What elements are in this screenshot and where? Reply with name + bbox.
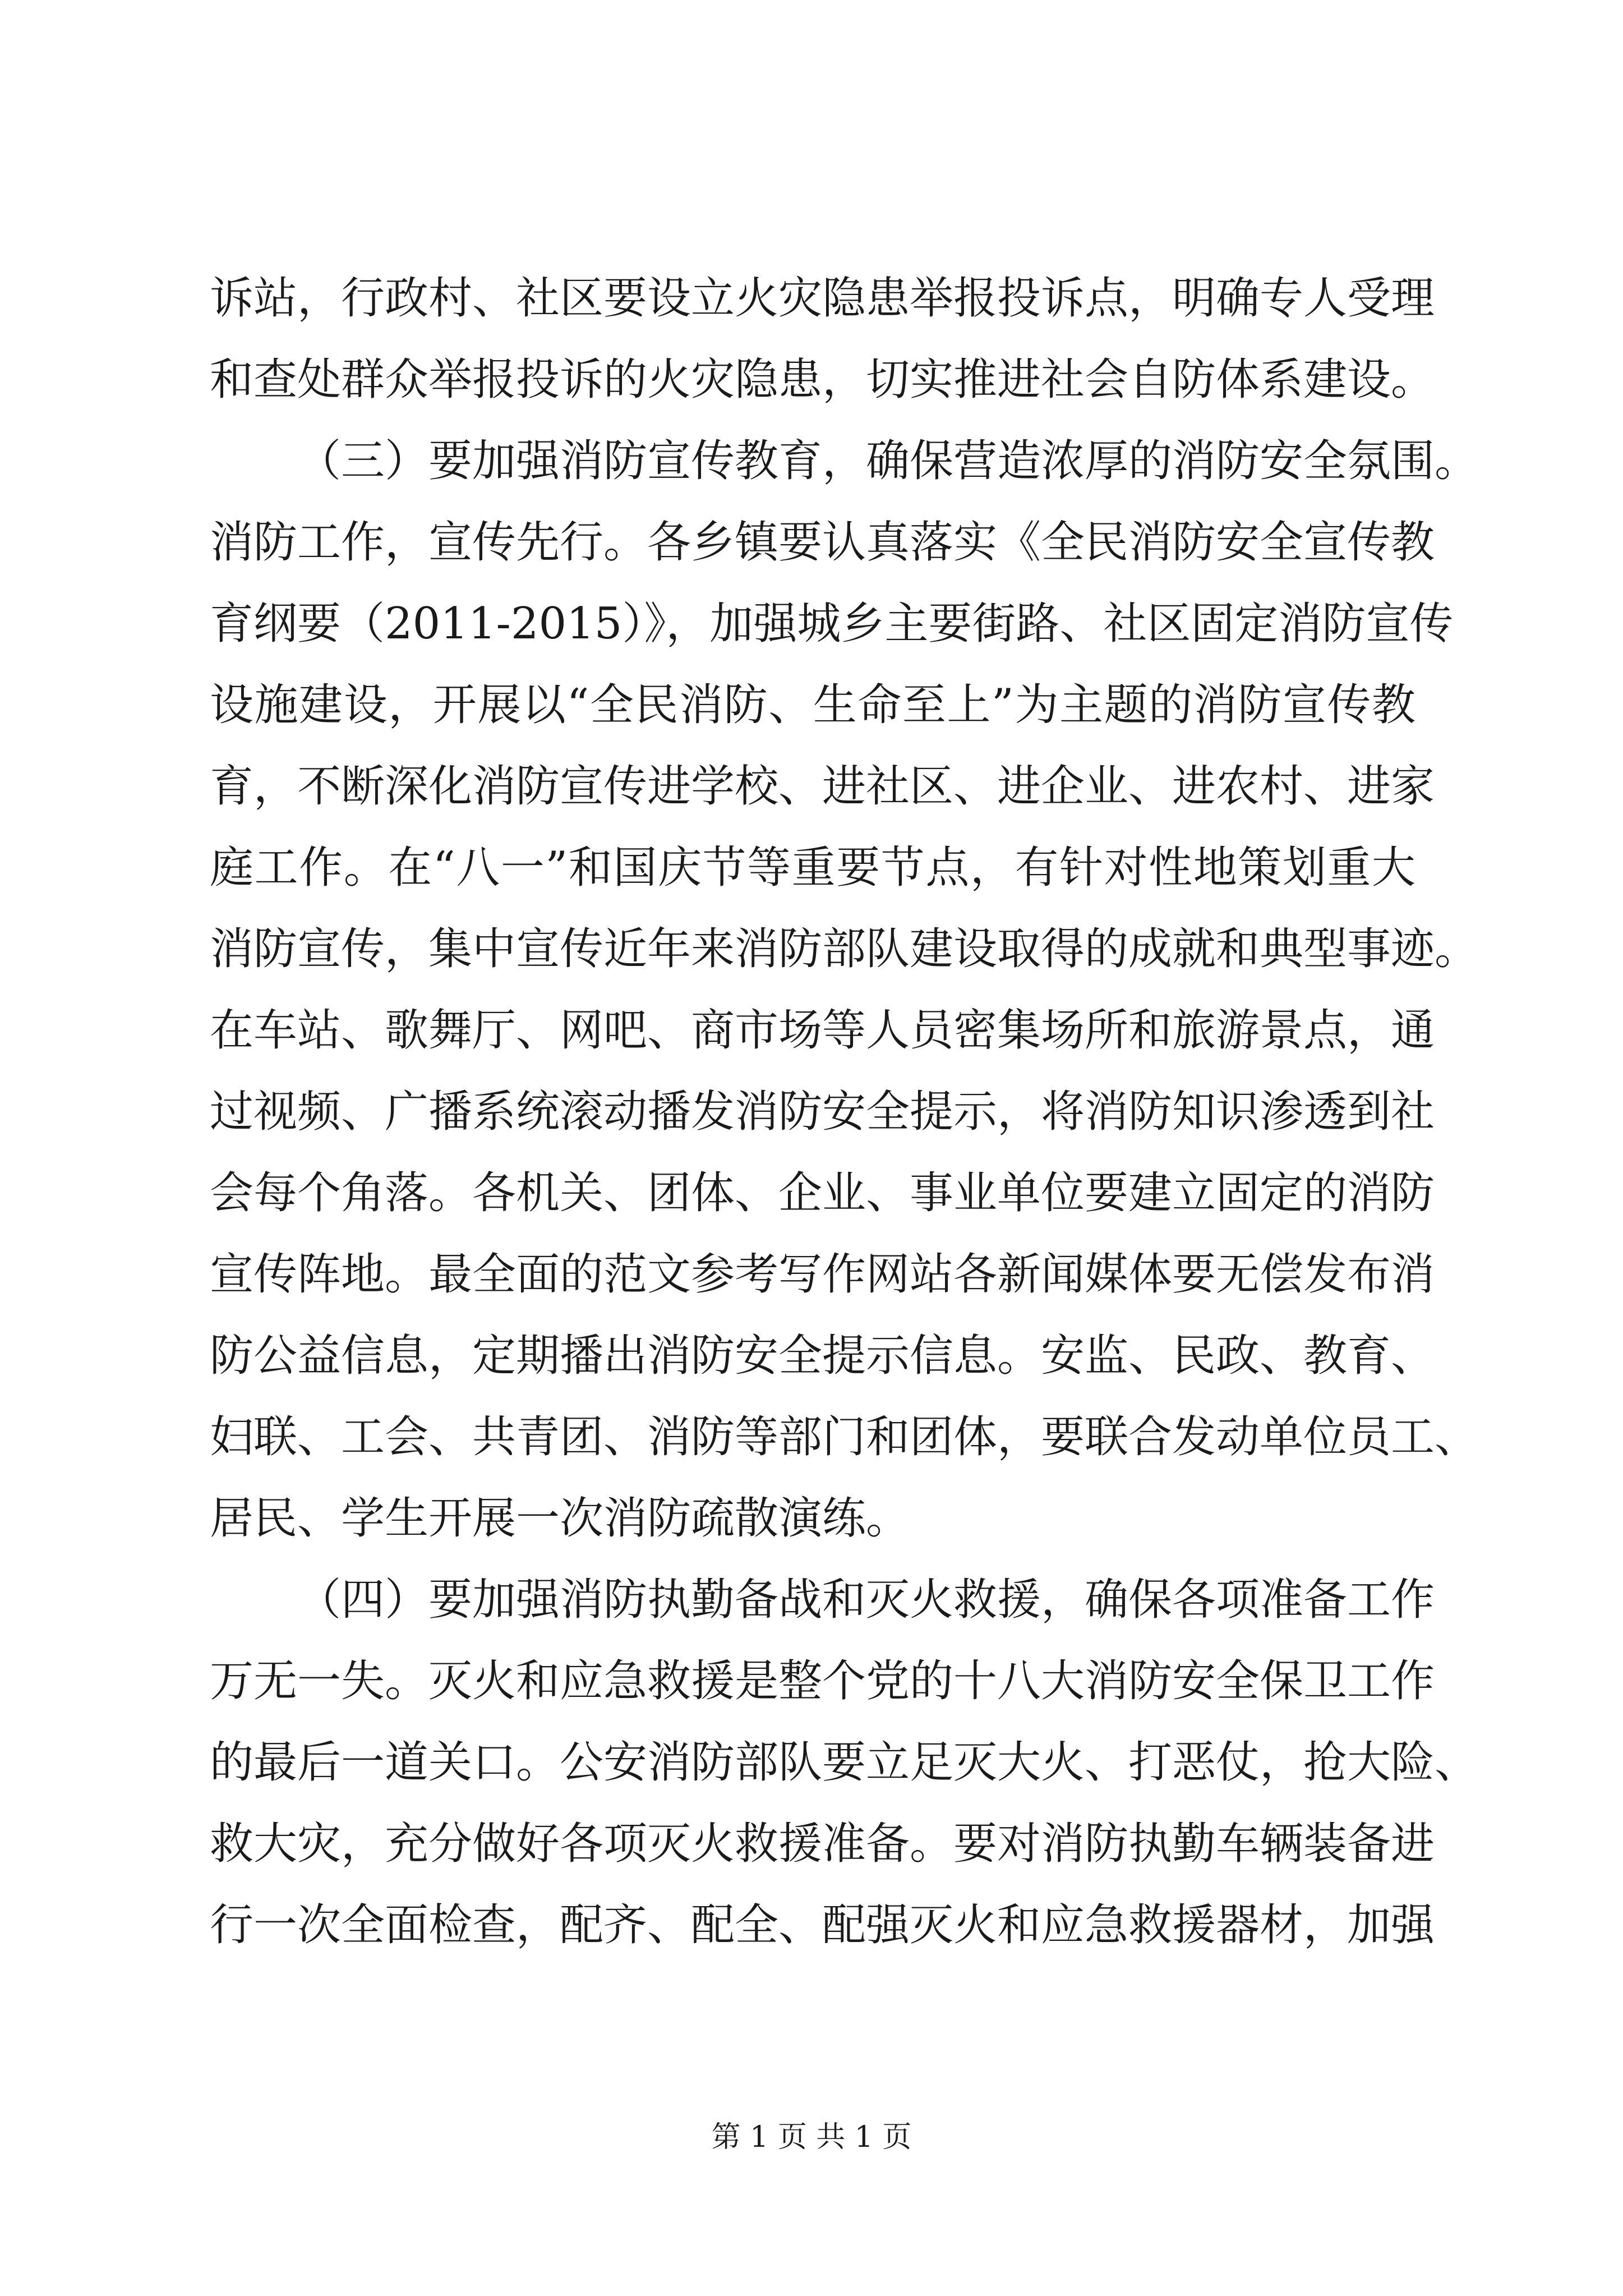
text-line: 和查处群众举报投诉的火灾隐患，切实推进社会自防体系建设。: [210, 355, 1435, 405]
text-line: 在车站、歌舞厅、网吧、商市场等人员密集场所和旅游景点，通: [210, 1005, 1435, 1056]
text-line: 育，不断深化消防宣传进学校、进社区、进企业、进农村、进家: [210, 761, 1435, 812]
text-line: 消防工作，宣传先行。各乡镇要认真落实《全民消防安全宣传教: [210, 517, 1435, 568]
text-line: 防公益信息，定期播出消防安全提示信息。安监、民政、教育、: [210, 1331, 1435, 1381]
text-line: 救大灾，充分做好各项灭火救援准备。要对消防执勤车辆装备进: [210, 1819, 1435, 1869]
text-line: 育纲要（2011-2015）》，加强城乡主要街路、社区固定消防宣传: [210, 599, 1454, 649]
text-line: 会每个角落。各机关、团体、企业、事业单位要建立固定的消防: [210, 1168, 1435, 1218]
text-line: 设施建设，开展以“全民消防、生命至上”为主题的消防宣传教: [210, 680, 1415, 730]
text-line: 居民、学生开展一次消防疏散演练。: [210, 1493, 910, 1544]
text-line: 过视频、广播系统滚动播发消防安全提示，将消防知识渗透到社: [210, 1087, 1435, 1137]
text-line: 诉站，行政村、社区要设立火灾隐患举报投诉点，明确专人受理: [210, 273, 1435, 324]
text-line: 的最后一道关口。公安消防部队要立足灭大火、打恶仗，抢大险、: [210, 1737, 1479, 1788]
text-line: 庭工作。在“八一”和国庆节等重要节点，有针对性地策划重大: [210, 843, 1415, 893]
text-line: （三）要加强消防宣传教育，确保营造浓厚的消防安全氛围。: [297, 436, 1479, 486]
text-line: 妇联、工会、共青团、消防等部门和团体，要联合发动单位员工、: [210, 1412, 1479, 1462]
text-line: （四）要加强消防执勤备战和灭火救援，确保各项准备工作: [297, 1575, 1435, 1625]
document-body: [210, 258, 1479, 1966]
text-line: 万无一失。灭火和应急救援是整个党的十八大消防安全保卫工作: [210, 1656, 1435, 1706]
text-line: 行一次全面检查，配齐、配全、配强灭火和应急救援器材，加强: [210, 1900, 1435, 1950]
page-footer: 第 1 页 共 1 页: [711, 2120, 912, 2154]
text-line: 宣传阵地。最全面的范文参考写作网站各新闻媒体要无偿发布消: [210, 1249, 1435, 1300]
text-line: 消防宣传，集中宣传近年来消防部队建设取得的成就和典型事迹。: [210, 924, 1479, 974]
